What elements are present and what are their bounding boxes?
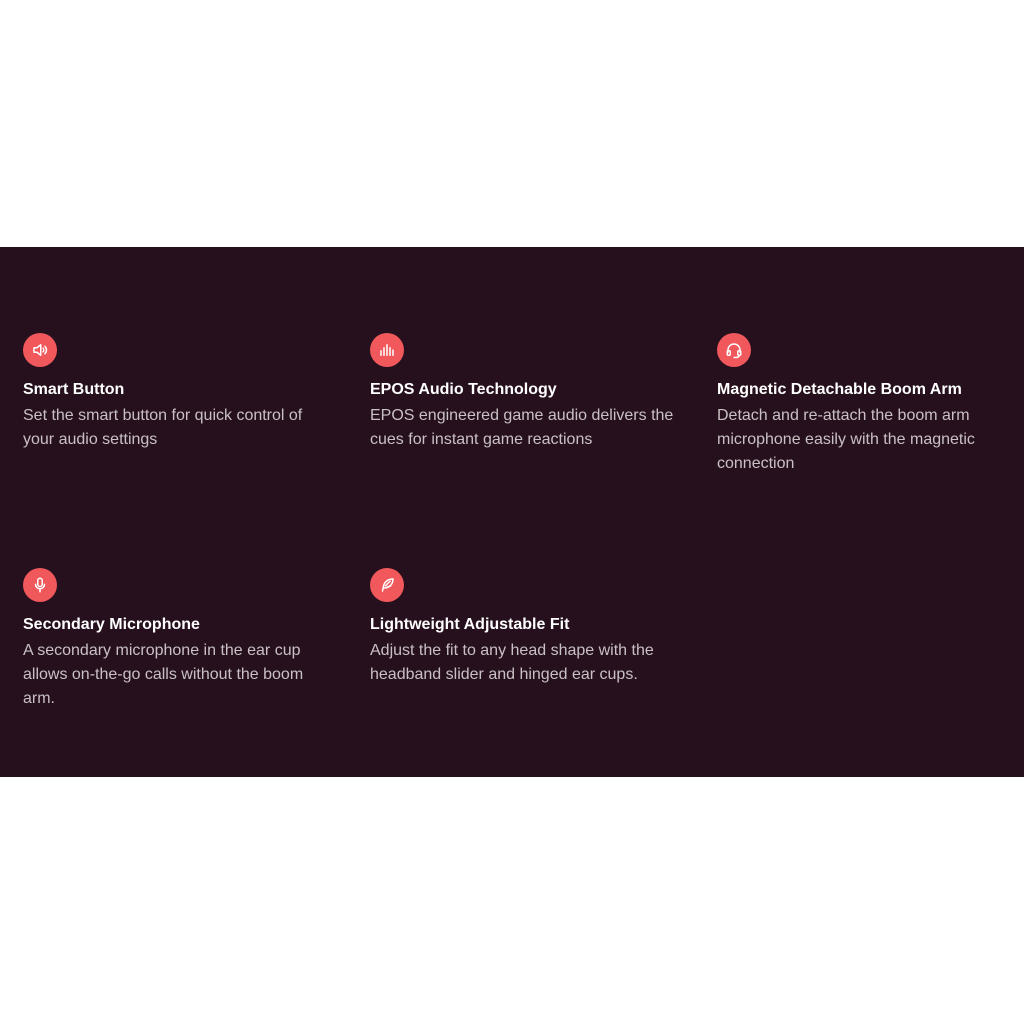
feature-epos-audio <box>370 333 680 452</box>
feature-title: Magnetic Detachable Boom Arm <box>717 381 962 398</box>
headset-icon <box>717 333 751 367</box>
feature-lightweight-fit <box>370 568 680 687</box>
feature-title: Smart Button <box>23 381 125 398</box>
speaker-icon <box>23 333 57 367</box>
feather-icon <box>370 568 404 602</box>
feature-description: A secondary microphone in the ear cup allows on-the-go calls without the boom arm. <box>23 642 304 707</box>
audio-bars-icon <box>370 333 404 367</box>
feature-description: Set the smart button for quick control of your audio settings <box>23 407 303 448</box>
feature-smart-button <box>23 333 333 452</box>
feature-description: Adjust the fit to any head shape with the headband slider and hinged ear cups. <box>370 642 654 683</box>
feature-description: Detach and re-attach the boom arm microphone easily with the magnetic connection <box>717 407 975 472</box>
feature-boom-arm <box>717 333 1024 476</box>
feature-title: Lightweight Adjustable Fit <box>370 616 570 633</box>
microphone-icon <box>23 568 57 602</box>
feature-description: EPOS engineered game audio delivers the cues for instant game reactions <box>370 407 674 448</box>
feature-title: Secondary Microphone <box>23 616 200 633</box>
feature-title: EPOS Audio Technology <box>370 381 557 398</box>
feature-secondary-microphone <box>23 568 333 711</box>
